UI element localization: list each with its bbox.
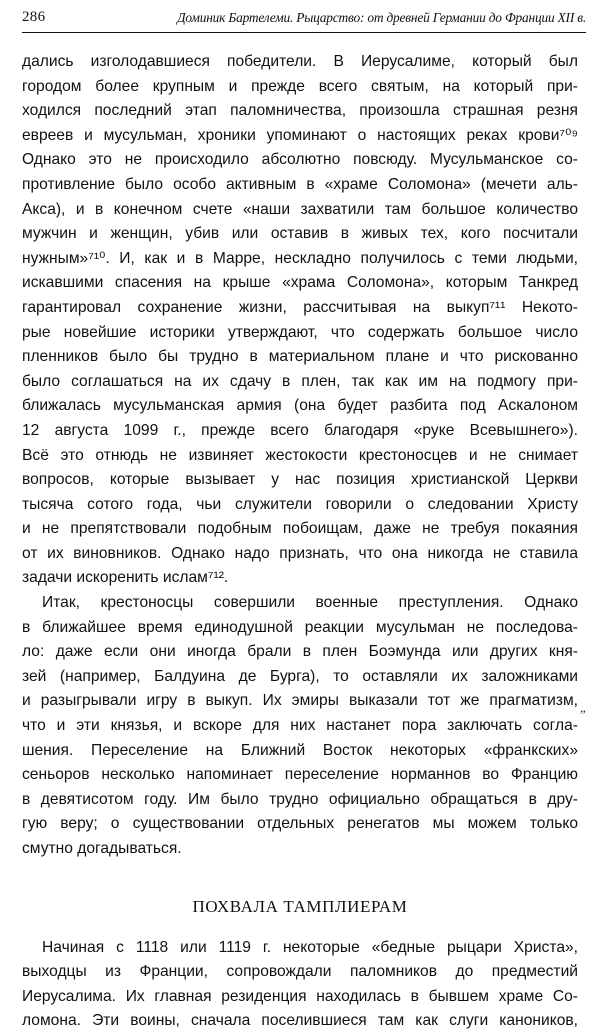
text-line: Однако это не происходило абсолютно повсюду. Мусульманское со- (22, 151, 578, 169)
section-gap (22, 862, 578, 892)
text-line: 12 августа 1099 г., прежде всего благодаря «руке Всевышнего»). (22, 421, 578, 439)
text-line: Акса), и в конечном счете «наши захватили там большое количество (22, 200, 578, 218)
text-line: и разыгрывали игру в выкуп. Их эмиры выказали тот же прагматизм, (22, 692, 578, 710)
text-line: в девятисотом году. Им было трудно официально обращаться в дру- (22, 790, 578, 808)
text-line: дались изголодавшиеся победители. В Иерусалиме, который был (22, 53, 578, 70)
section-heading: ПОХВАЛА ТАМПЛИЕРАМ (192, 896, 408, 916)
text-line: зей (например, Балдуина де Бурга), то оставляли их заложниками (22, 667, 578, 685)
text-line: выходцы из Франции, сопровождали паломников до предместий (22, 963, 578, 981)
text-line: и не препятствовали подобным побоищам, даже не требуя покаяния (22, 520, 578, 538)
text-line: сеньоров несколько напоминает переселение норманнов во Францию (22, 766, 578, 784)
running-header (22, 6, 586, 33)
text-line: Иерусалима. Их главная резиденция находилась в бывшем храме Со- (22, 987, 578, 1005)
text-line: ближалась мусульманская армия (она будет разбита под Аскалоном (22, 397, 578, 415)
text-line: Всё это отнюдь не извиняет жестокости крестоносцев и не снимает (22, 446, 578, 464)
text-line: гарантировал сохранение жизни, рассчитывая на выкуп⁷¹¹ Некото- (22, 298, 578, 316)
text-line: было соглашаться на их сдачу в плен, так как им на подмогу при- (22, 372, 578, 390)
text-line: рые новейшие историки утверждают, что содержать большое число (22, 323, 578, 341)
text-line: ло: даже если они иногда брали в плен Боэмунда или других кня- (22, 643, 578, 661)
text-line: Начиная с 1118 или 1119 г. некоторые «бедные рыцари Христа», (42, 938, 578, 956)
section-gap (22, 922, 578, 936)
text-line: в ближайшее время единодушной реакции мусульман не последова- (22, 618, 578, 636)
text-line: от их виновников. Однако надо признать, что она никогда не ставила (22, 544, 578, 562)
text-line: смутно догадываться. (22, 840, 182, 857)
text-line: нужным»⁷¹⁰. И, как и в Марре, нескладно получилось с теми людьми, (22, 249, 578, 267)
margin-mark: „ (580, 700, 588, 715)
text-line: шения. Переселение на Ближний Восток некоторых «франкских» (22, 741, 578, 759)
paragraph-2 (22, 591, 578, 862)
text-line: ходился последний этап паломничества, произошла страшная резня (22, 102, 578, 120)
paragraph-3 (22, 936, 578, 1034)
page-number: 286 (22, 9, 46, 25)
text-line: вопросов, которые вызывает у нас позиция христианской Церкви (22, 471, 578, 489)
running-title: Доминик Бартелеми. Рыцарство: от древней Германии до Франции XII в. (177, 10, 586, 25)
text-line: ломона. Эти воины, сначала поселившиеся там как слуги каноников, (22, 1012, 578, 1030)
text-line: задачи искоренить ислам⁷¹². (22, 569, 229, 587)
text-line: что и эти князья, и вскоре для них настанет пора заключать согла- (22, 717, 578, 735)
text-line: искавшими спасения на крыше «храма Соломона», которым Танкред (22, 274, 578, 292)
text-line: противление было особо активным в «храме Соломона» (мечети аль- (22, 175, 578, 193)
text-line: евреев и мусульман, хроники упоминают о настоящих реках крови⁷⁰⁹ (22, 126, 578, 144)
text-line: мужчин и женщин, убив или оставив в живых тех, кого посчитали (22, 225, 578, 243)
text-line: городом более крупным и прежде всего святым, на который при- (22, 77, 578, 95)
text-line: пленников было бы трудно в материальном плане и что рискованно (22, 348, 578, 366)
text-line: гую веру; о существовании отдельных ренегатов мы можем только (22, 815, 578, 833)
text-line: тысяча сотого года, чьи служители говорили о следовании Христу (22, 495, 578, 513)
text-line: Итак, крестоносцы совершили военные преступления. Однако (42, 594, 578, 612)
body-text (22, 50, 578, 1034)
paragraph-1 (22, 50, 578, 591)
